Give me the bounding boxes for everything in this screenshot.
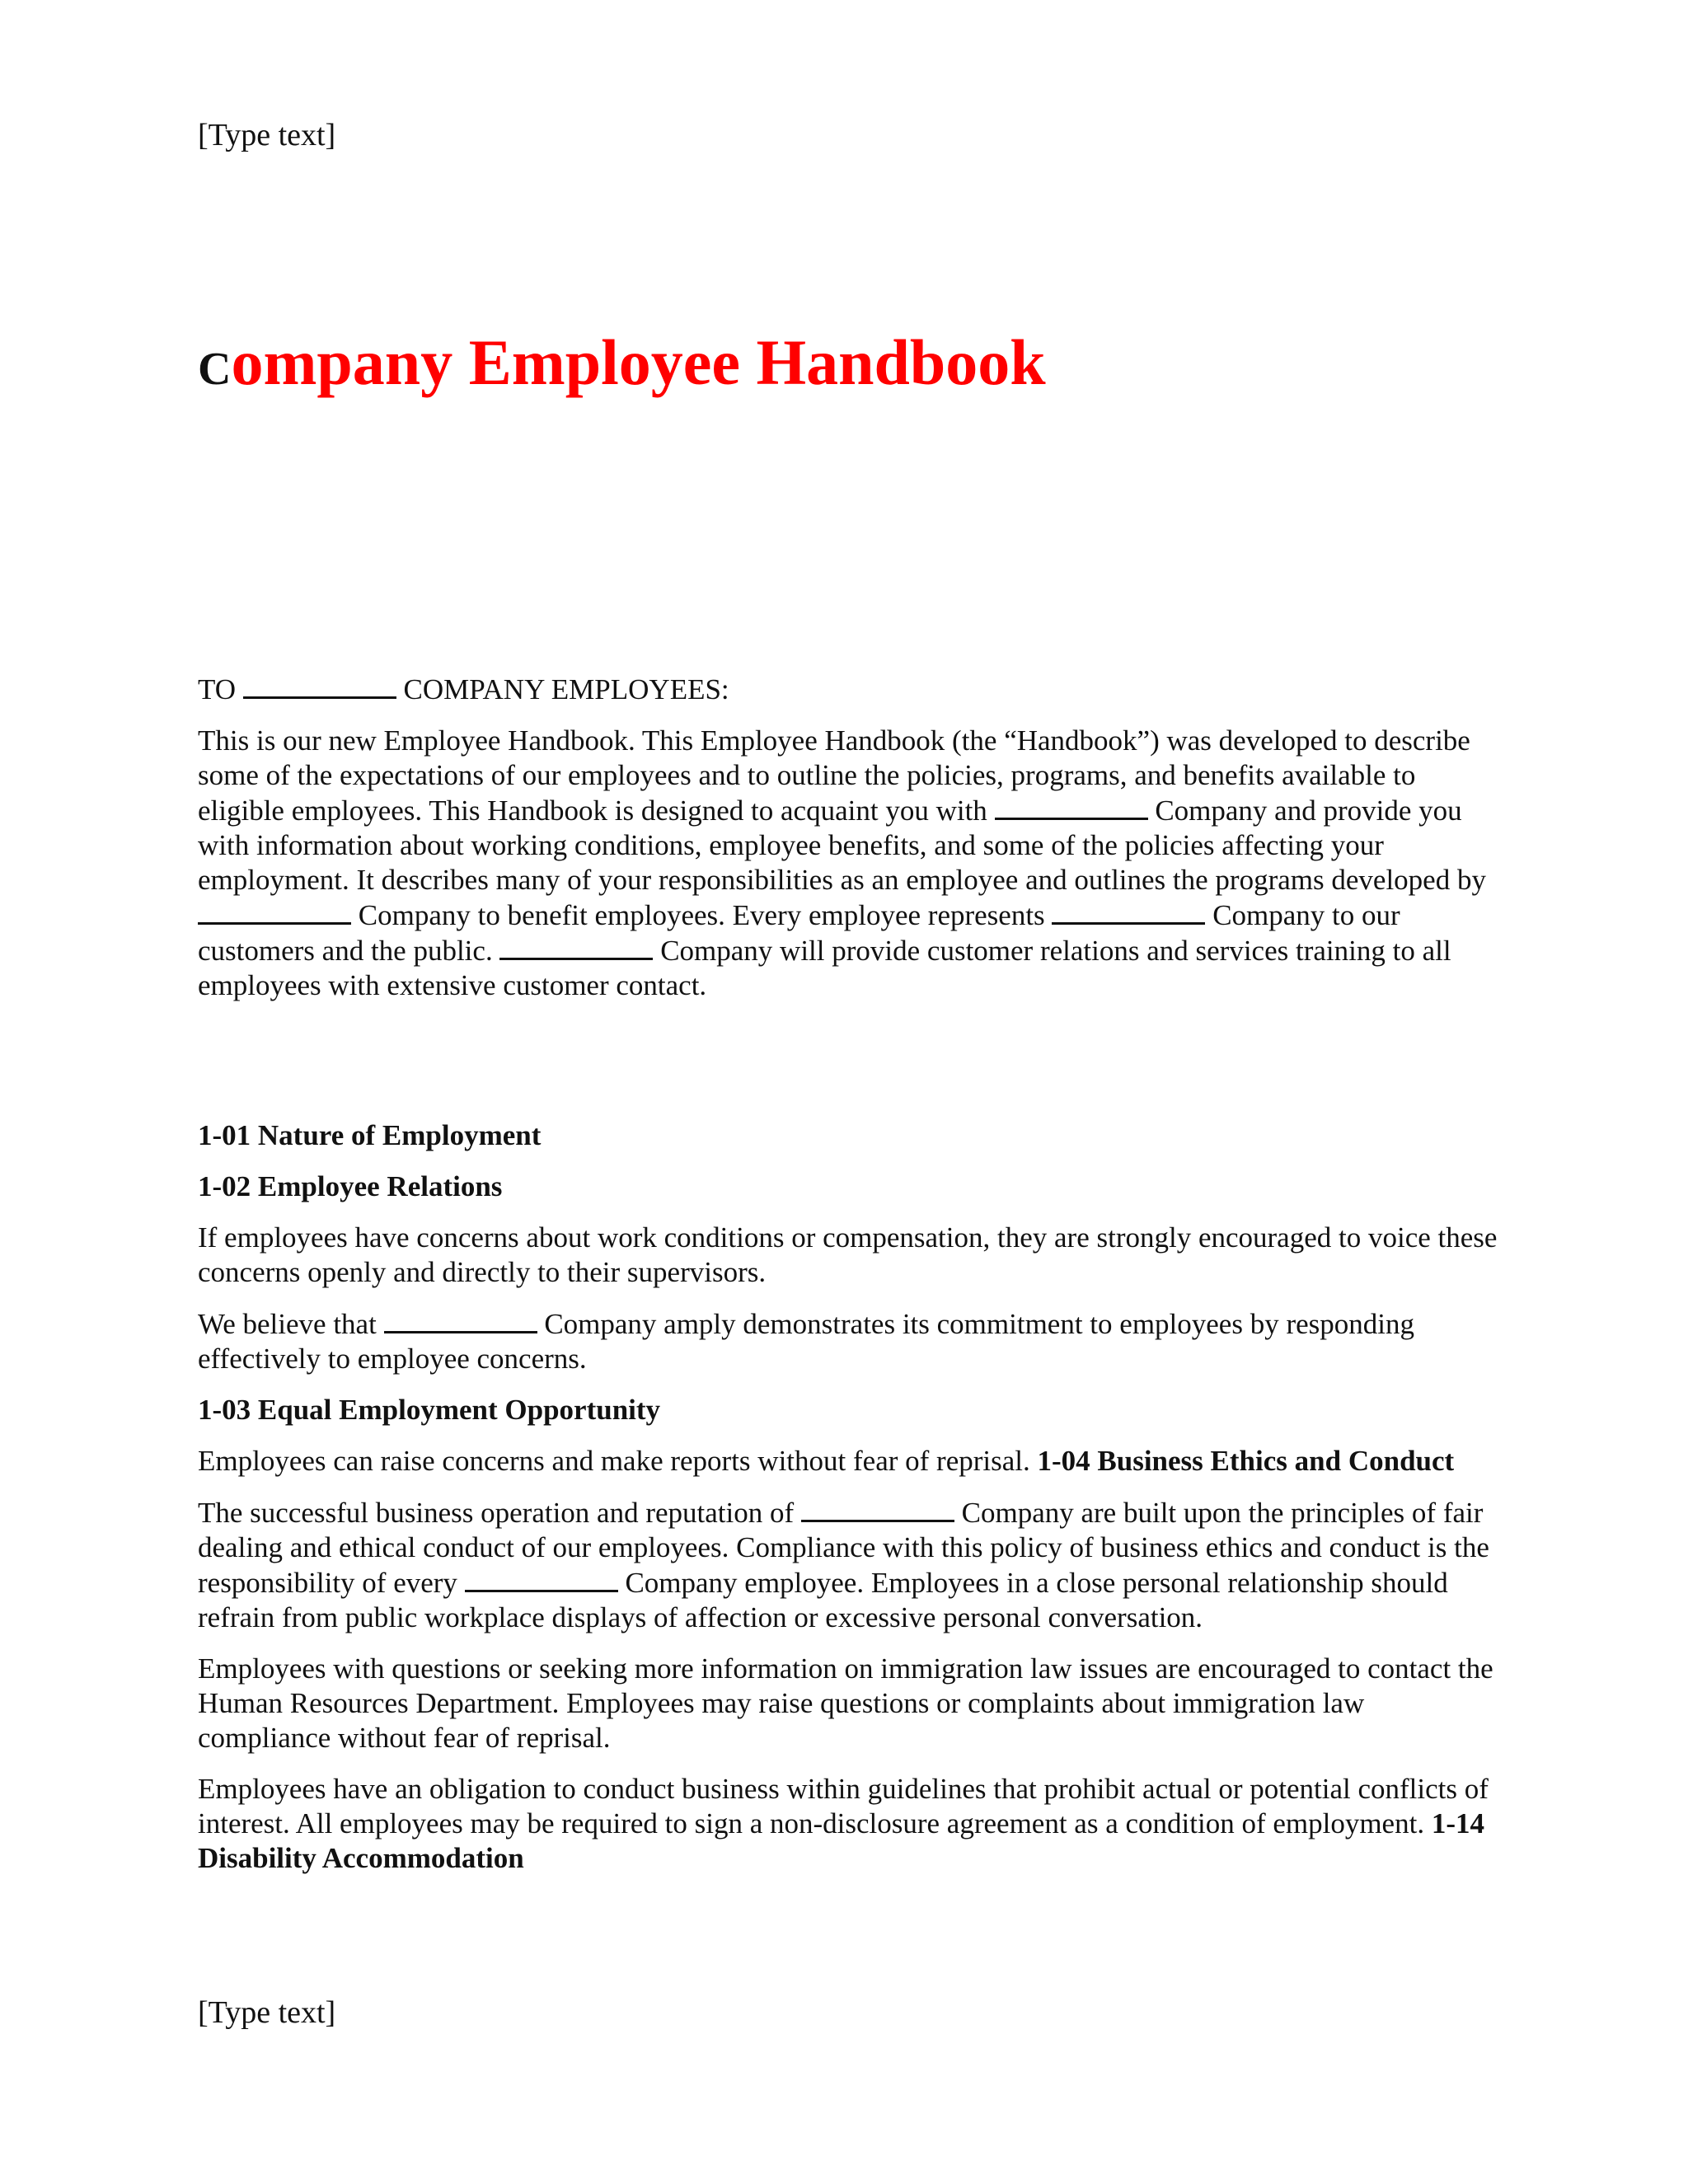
salutation-line <box>198 672 1500 707</box>
salutation-company-employees: COMPANY EMPLOYEES: <box>403 673 729 705</box>
employee-relations-paragraph-2 <box>198 1306 1500 1376</box>
paragraph-text: Company are built upon the principles of fair dealing and ethical conduct of our employees. Compliance with this policy of business ethics and conduct is the responsibility of every <box>198 1497 1489 1599</box>
intro-text: Company to our customers and the public. <box>198 899 1400 967</box>
blank-line <box>243 672 396 699</box>
blank-line <box>1052 898 1205 925</box>
intro-text: Company and provide you with information about working conditions, employee benefits, and some of the policies affecting your employment. It describes many of your responsibilities as an employee and outlines the programs developed by <box>198 794 1486 896</box>
header-placeholder[interactable]: [Type text] <box>198 118 336 152</box>
intro-text: Company will provide customer relations and services training to all employees with extensive customer contact. <box>198 935 1451 1001</box>
footer-placeholder[interactable]: [Type text] <box>198 1995 336 2030</box>
section-spacer <box>198 1019 1500 1118</box>
blank-line <box>198 898 351 925</box>
paragraph-text: Employees have an obligation to conduct business within guidelines that prohibit actual or potential conflicts of interest. All employees may be required to sign a non-disclosure agreement as a condition of employment. <box>198 1773 1489 1840</box>
business-ethics-paragraph-3 <box>198 1772 1500 1876</box>
intro-text: Company to benefit employees. Every employee represents <box>358 899 1045 931</box>
employee-relations-paragraph-1: If employees have concerns about work conditions or compensation, they are strongly encouraged to voice these concerns openly and directly to their supervisors. <box>198 1221 1498 1288</box>
section-heading-1-14: 1-14 Disability Accommodation <box>198 1807 1484 1874</box>
document-title <box>198 323 1046 409</box>
blank-line <box>465 1565 618 1592</box>
blank-line <box>801 1495 954 1522</box>
section-heading-1-02: 1-02 Employee Relations <box>198 1170 503 1202</box>
blank-line <box>995 793 1148 820</box>
business-ethics-paragraph-1 <box>198 1495 1500 1635</box>
business-ethics-paragraph-2: Employees with questions or seeking more information on immigration law issues are encouraged to contact the Human Resources Department. Employees may raise questions or complaints about immigration law compliance without fear of reprisal. <box>198 1652 1493 1754</box>
section-heading-1-04: 1-04 Business Ethics and Conduct <box>1037 1445 1455 1477</box>
intro-paragraph <box>198 724 1500 1003</box>
blank-line <box>499 933 653 960</box>
paragraph-text: We believe that <box>198 1308 377 1340</box>
salutation-to: TO <box>198 673 237 705</box>
title-first-letter: C <box>198 344 232 395</box>
document-body <box>198 672 1500 1892</box>
paragraph-text: The successful business operation and reputation of <box>198 1497 795 1529</box>
blank-line <box>384 1306 537 1333</box>
equal-employment-paragraph <box>198 1444 1500 1479</box>
paragraph-text: Company employee. Employees in a close personal relationship should refrain from public workplace displays of affection or excessive personal conversation. <box>198 1567 1448 1633</box>
title-rest: ompany Employee Handbook <box>231 326 1046 398</box>
intro-text: This is our new Employee Handbook. This Employee Handbook (the “Handbook”) was developed to describe some of the expectations of our employees and to outline the policies, programs, and benefits available to eligible employees. This Handbook is designed to acquaint you with <box>198 724 1470 827</box>
paragraph-text: Employees can raise concerns and make reports without fear of reprisal. <box>198 1445 1030 1477</box>
section-heading-1-01: 1-01 Nature of Employment <box>198 1119 542 1151</box>
paragraph-text: Company amply demonstrates its commitment to employees by responding effectively to employee concerns. <box>198 1308 1414 1375</box>
section-heading-1-03: 1-03 Equal Employment Opportunity <box>198 1394 661 1426</box>
